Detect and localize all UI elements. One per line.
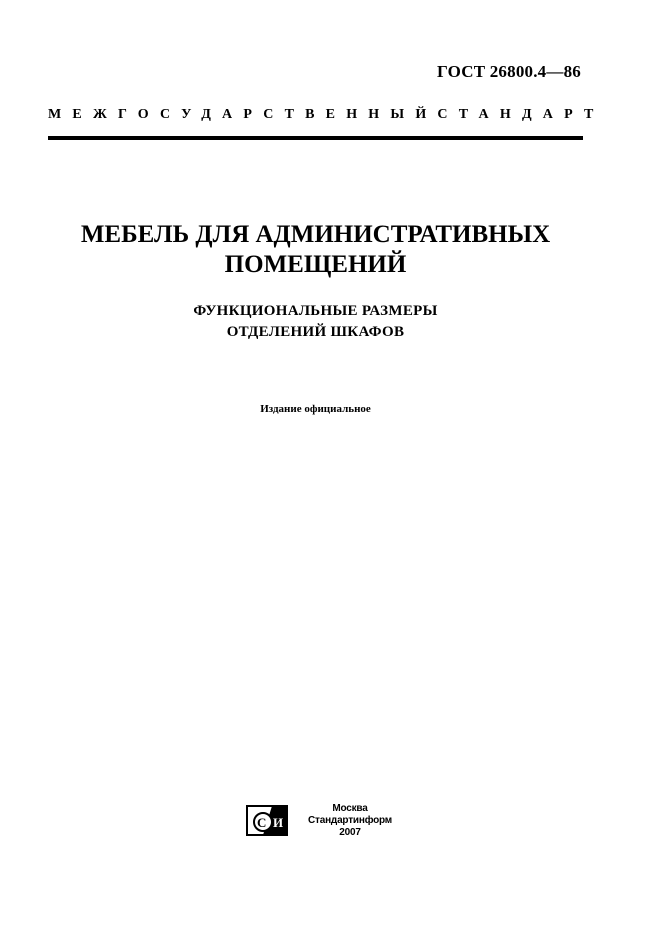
document-subtitle bbox=[48, 301, 583, 343]
standard-type-word-2: СТАНДАРТ bbox=[437, 107, 605, 122]
edition-note: Издание официальное bbox=[260, 403, 371, 415]
subtitle-line-1: ФУНКЦИОНАЛЬНЫЕ РАЗМЕРЫ bbox=[193, 303, 438, 319]
document-title bbox=[48, 220, 583, 280]
header-divider bbox=[48, 136, 583, 140]
subtitle-line-2: ОТДЕЛЕНИЙ ШКАФОВ bbox=[226, 324, 405, 340]
publisher-city: Москва bbox=[332, 803, 368, 814]
standartinform-logo-icon bbox=[246, 805, 288, 836]
title-line-1: МЕБЕЛЬ ДЛЯ АДМИНИСТРАТИВНЫХ bbox=[80, 221, 551, 248]
standard-type-heading bbox=[48, 107, 605, 123]
standard-type-word-1: МЕЖГОСУДАРСТВЕННЫЙ bbox=[48, 107, 438, 122]
document-number: ГОСТ 26800.4—86 bbox=[437, 62, 581, 81]
svg-text:С: С bbox=[257, 815, 267, 830]
publisher-block bbox=[300, 803, 400, 839]
publication-year: 2007 bbox=[339, 827, 361, 838]
svg-text:И: И bbox=[273, 815, 284, 830]
publisher-name: Стандартинформ bbox=[308, 815, 392, 826]
title-line-2: ПОМЕЩЕНИЙ bbox=[224, 251, 407, 278]
